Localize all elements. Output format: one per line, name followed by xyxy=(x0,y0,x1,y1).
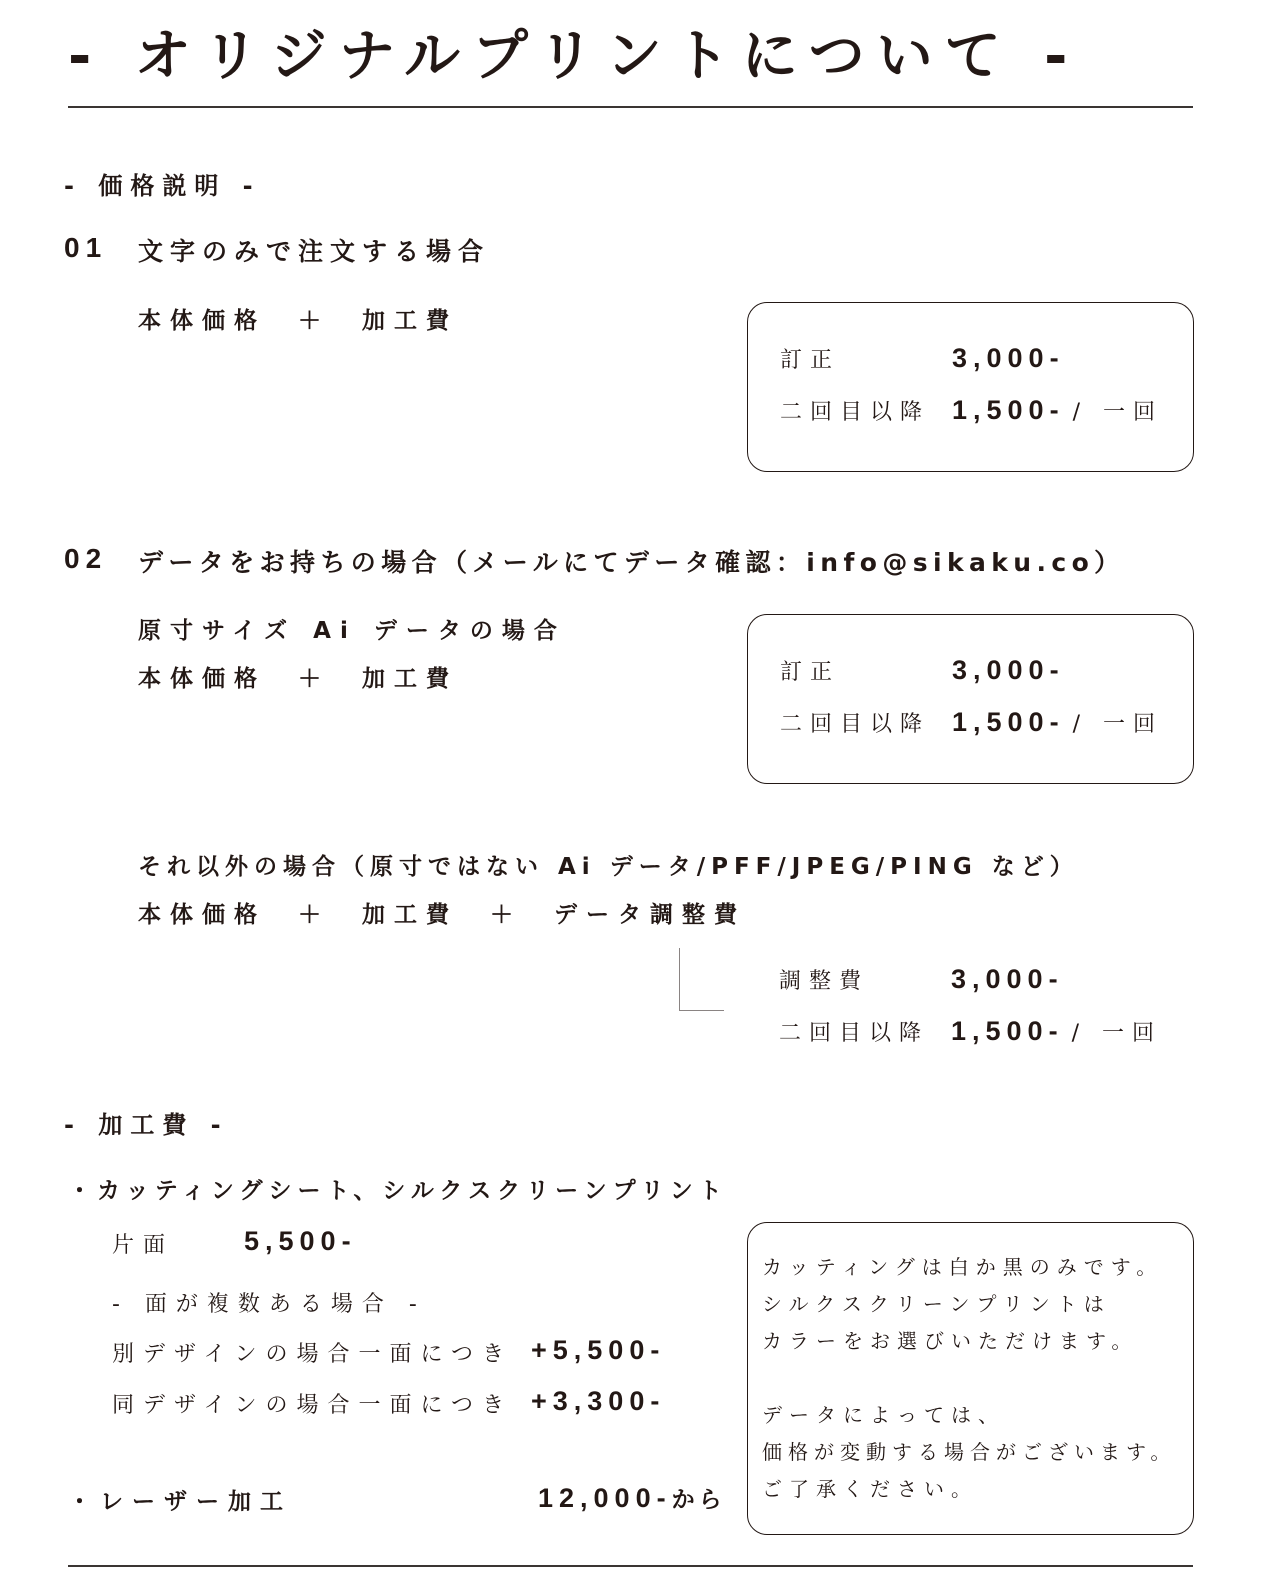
case-a-price-box xyxy=(747,614,1194,784)
price-label: 訂正 xyxy=(780,348,841,373)
section-01-price-box xyxy=(747,302,1194,472)
price-unit: / 一回 xyxy=(1072,400,1163,425)
price-row xyxy=(780,343,1065,374)
case-a-title: 原寸サイズ Ai データの場合 xyxy=(138,618,566,644)
page-title: - オリジナルプリントについて - xyxy=(68,24,1080,89)
bracket-connector xyxy=(679,948,724,1011)
price-unit: / 一回 xyxy=(1071,1021,1162,1046)
section-02-title: データをお持ちの場合（メールにてデータ確認：info@sikaku.co） xyxy=(138,548,1125,577)
adjust-row xyxy=(779,964,1064,995)
price-row xyxy=(780,395,1163,426)
case-a-formula: 本体価格 ＋ 加工費 xyxy=(138,666,458,692)
price-value: 3,000- xyxy=(952,343,1065,373)
price-value: 1,500- xyxy=(952,707,1065,737)
adjust-row xyxy=(779,1016,1162,1047)
laser-price xyxy=(538,1481,726,1514)
single-side-value: 5,500- xyxy=(244,1226,357,1256)
multi-row-value: +5,500- xyxy=(531,1335,666,1365)
price-row xyxy=(780,655,1065,686)
note-line: 価格が変動する場合がございます。 xyxy=(762,1440,1177,1464)
price-label: 調整費 xyxy=(779,969,870,994)
price-value: 1,500- xyxy=(952,395,1065,425)
multi-side-heading: - 面が複数ある場合 - xyxy=(112,1292,426,1317)
price-label: 二回目以降 xyxy=(780,712,931,737)
price-label: 二回目以降 xyxy=(779,1021,930,1046)
note-line: カッティングは白か黒のみです。 xyxy=(762,1255,1164,1279)
laser-suffix: から xyxy=(671,1487,726,1513)
processing-heading: - 加工費 - xyxy=(64,1111,229,1139)
multi-row-label: 別デザインの場合一面につき xyxy=(112,1342,514,1367)
single-side-label: 片面 xyxy=(112,1233,175,1258)
multi-row-label: 同デザインの場合一面につき xyxy=(112,1393,514,1418)
price-label: 訂正 xyxy=(780,660,841,685)
price-unit: / 一回 xyxy=(1072,712,1163,737)
section-01-title: 文字のみで注文する場合 xyxy=(138,237,491,266)
bottom-divider xyxy=(68,1565,1193,1567)
note-line: シルクスクリーンプリントは xyxy=(762,1292,1111,1316)
pricing-heading: - 価格説明 - xyxy=(64,172,261,200)
multi-row-value: +3,300- xyxy=(531,1386,666,1416)
case-b-title: それ以外の場合（原寸ではない Ai データ/PFF/JPEG/PING など） xyxy=(138,854,1079,880)
laser-title: ・レーザー加工 xyxy=(68,1489,292,1515)
cutting-title: ・カッティングシート、シルクスクリーンプリント xyxy=(68,1178,728,1204)
section-01-number: 01 xyxy=(64,232,108,263)
price-label: 二回目以降 xyxy=(780,400,931,425)
price-value: 3,000- xyxy=(951,964,1064,994)
case-b-formula: 本体価格 ＋ 加工費 ＋ データ調整費 xyxy=(138,902,746,928)
title-divider xyxy=(68,106,1193,108)
note-line: データによっては、 xyxy=(762,1403,1005,1427)
section-01-formula: 本体価格 ＋ 加工費 xyxy=(138,308,458,334)
note-line: ご了承ください。 xyxy=(762,1477,978,1501)
note-line: カラーをお選びいただけます。 xyxy=(762,1329,1139,1353)
price-value: 1,500- xyxy=(951,1016,1064,1046)
laser-value: 12,000- xyxy=(538,1483,672,1513)
processing-note-box xyxy=(747,1222,1194,1535)
price-value: 3,000- xyxy=(952,655,1065,685)
price-row xyxy=(780,707,1163,738)
section-02-number: 02 xyxy=(64,543,108,574)
